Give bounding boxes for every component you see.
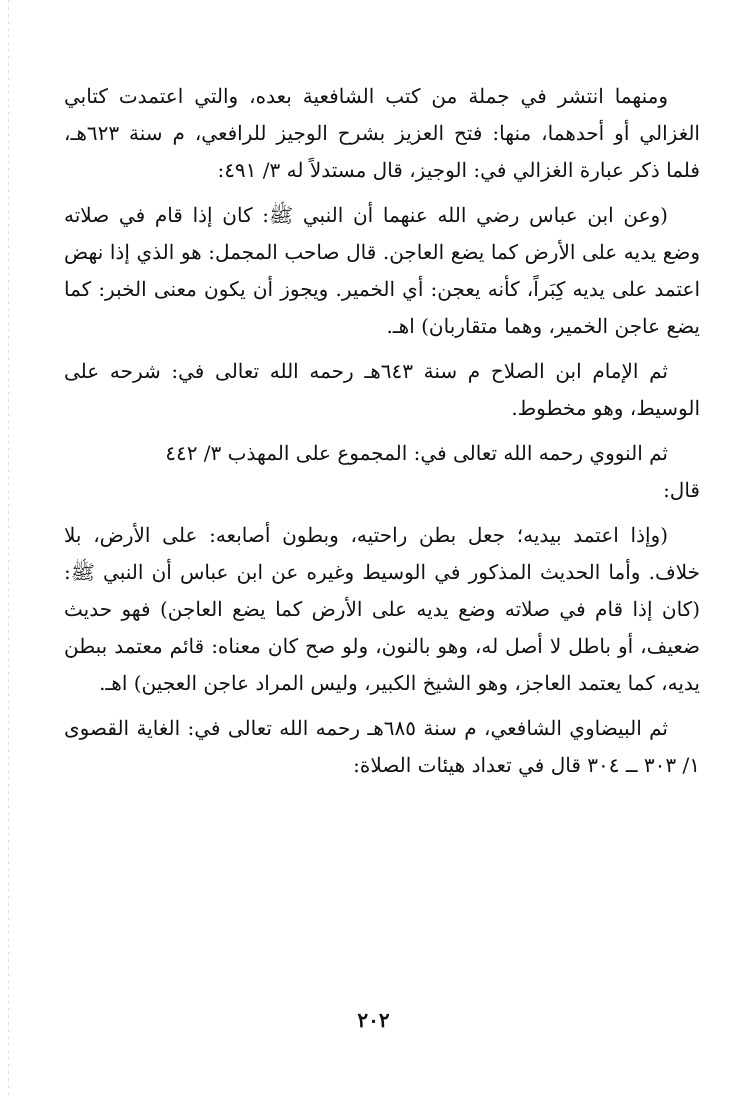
scan-edge-line — [8, 0, 9, 1098]
paragraph-6-baydawi: ثم البيضاوي الشافعي، م سنة ٦٨٥هـ رحمه الله تعالى في: الغاية القصوى ١/ ٣٠٣ ــ ٣٠٤ قال في تعداد هيئات الصلاة: — [64, 716, 700, 777]
page-number: ٢٠٢ — [357, 1008, 390, 1032]
paragraph-4-nawawi: ثم النووي رحمه الله تعالى في: المجموع على المهذب ٣/ ٤٤٢ — [165, 441, 668, 465]
body-text — [64, 78, 700, 792]
paragraph-3-ibn-salah: ثم الإمام ابن الصلاح م سنة ٦٤٣هـ رحمه الله تعالى في: شرحه على الوسيط، وهو مخطوط. — [64, 359, 700, 420]
paragraph-5-quote-nawawi: (وإذا اعتمد بيديه؛ جعل بطن راحتيه، وبطون أصابعه: على الأرض، بلا خلاف. وأما الحديث المذكور في الوسيط وغيره عن ابن عباس أن النبي ﷺ: (كان إذا قام في صلاته وضع يديه على الأرض كما يضع العاجن) فهو حديث ضعيف، أو باطل لا أصل له، وهو بالنون، ولو صح كان معناه: قائم معتمد ببطن يديه، كما يعتمد العاجز، وهو الشيخ الكبير، وليس المراد عاجن العجين) اهـ. — [64, 523, 700, 695]
paragraph-2-quote-rafii: (وعن ابن عباس رضي الله عنهما أن النبي ﷺ: كان إذا قام في صلاته وضع يديه على الأرض كما يضع العاجن. قال صاحب المجمل: هو الذي إذا نهض اعتمد على يديه كِبَراً، كأنه يعجن: أي الخمير. ويجوز أن يكون معنى الخبر: كما يضع عاجن الخمير، وهما متقاربان) اهـ. — [64, 203, 701, 338]
paragraph-1: ومنهما انتشر في جملة من كتب الشافعية بعده، والتي اعتمدت كتابي الغزالي أو أحدهما، منها: فتح العزيز بشرح الوجيز للرافعي، م سنة ٦٢٣هـ، فلما ذكر عبارة الغزالي في: الوجيز، قال مستدلاً له ٣/ ٤٩١: — [64, 84, 700, 182]
paragraph-4-continuation: قال: — [663, 478, 700, 502]
